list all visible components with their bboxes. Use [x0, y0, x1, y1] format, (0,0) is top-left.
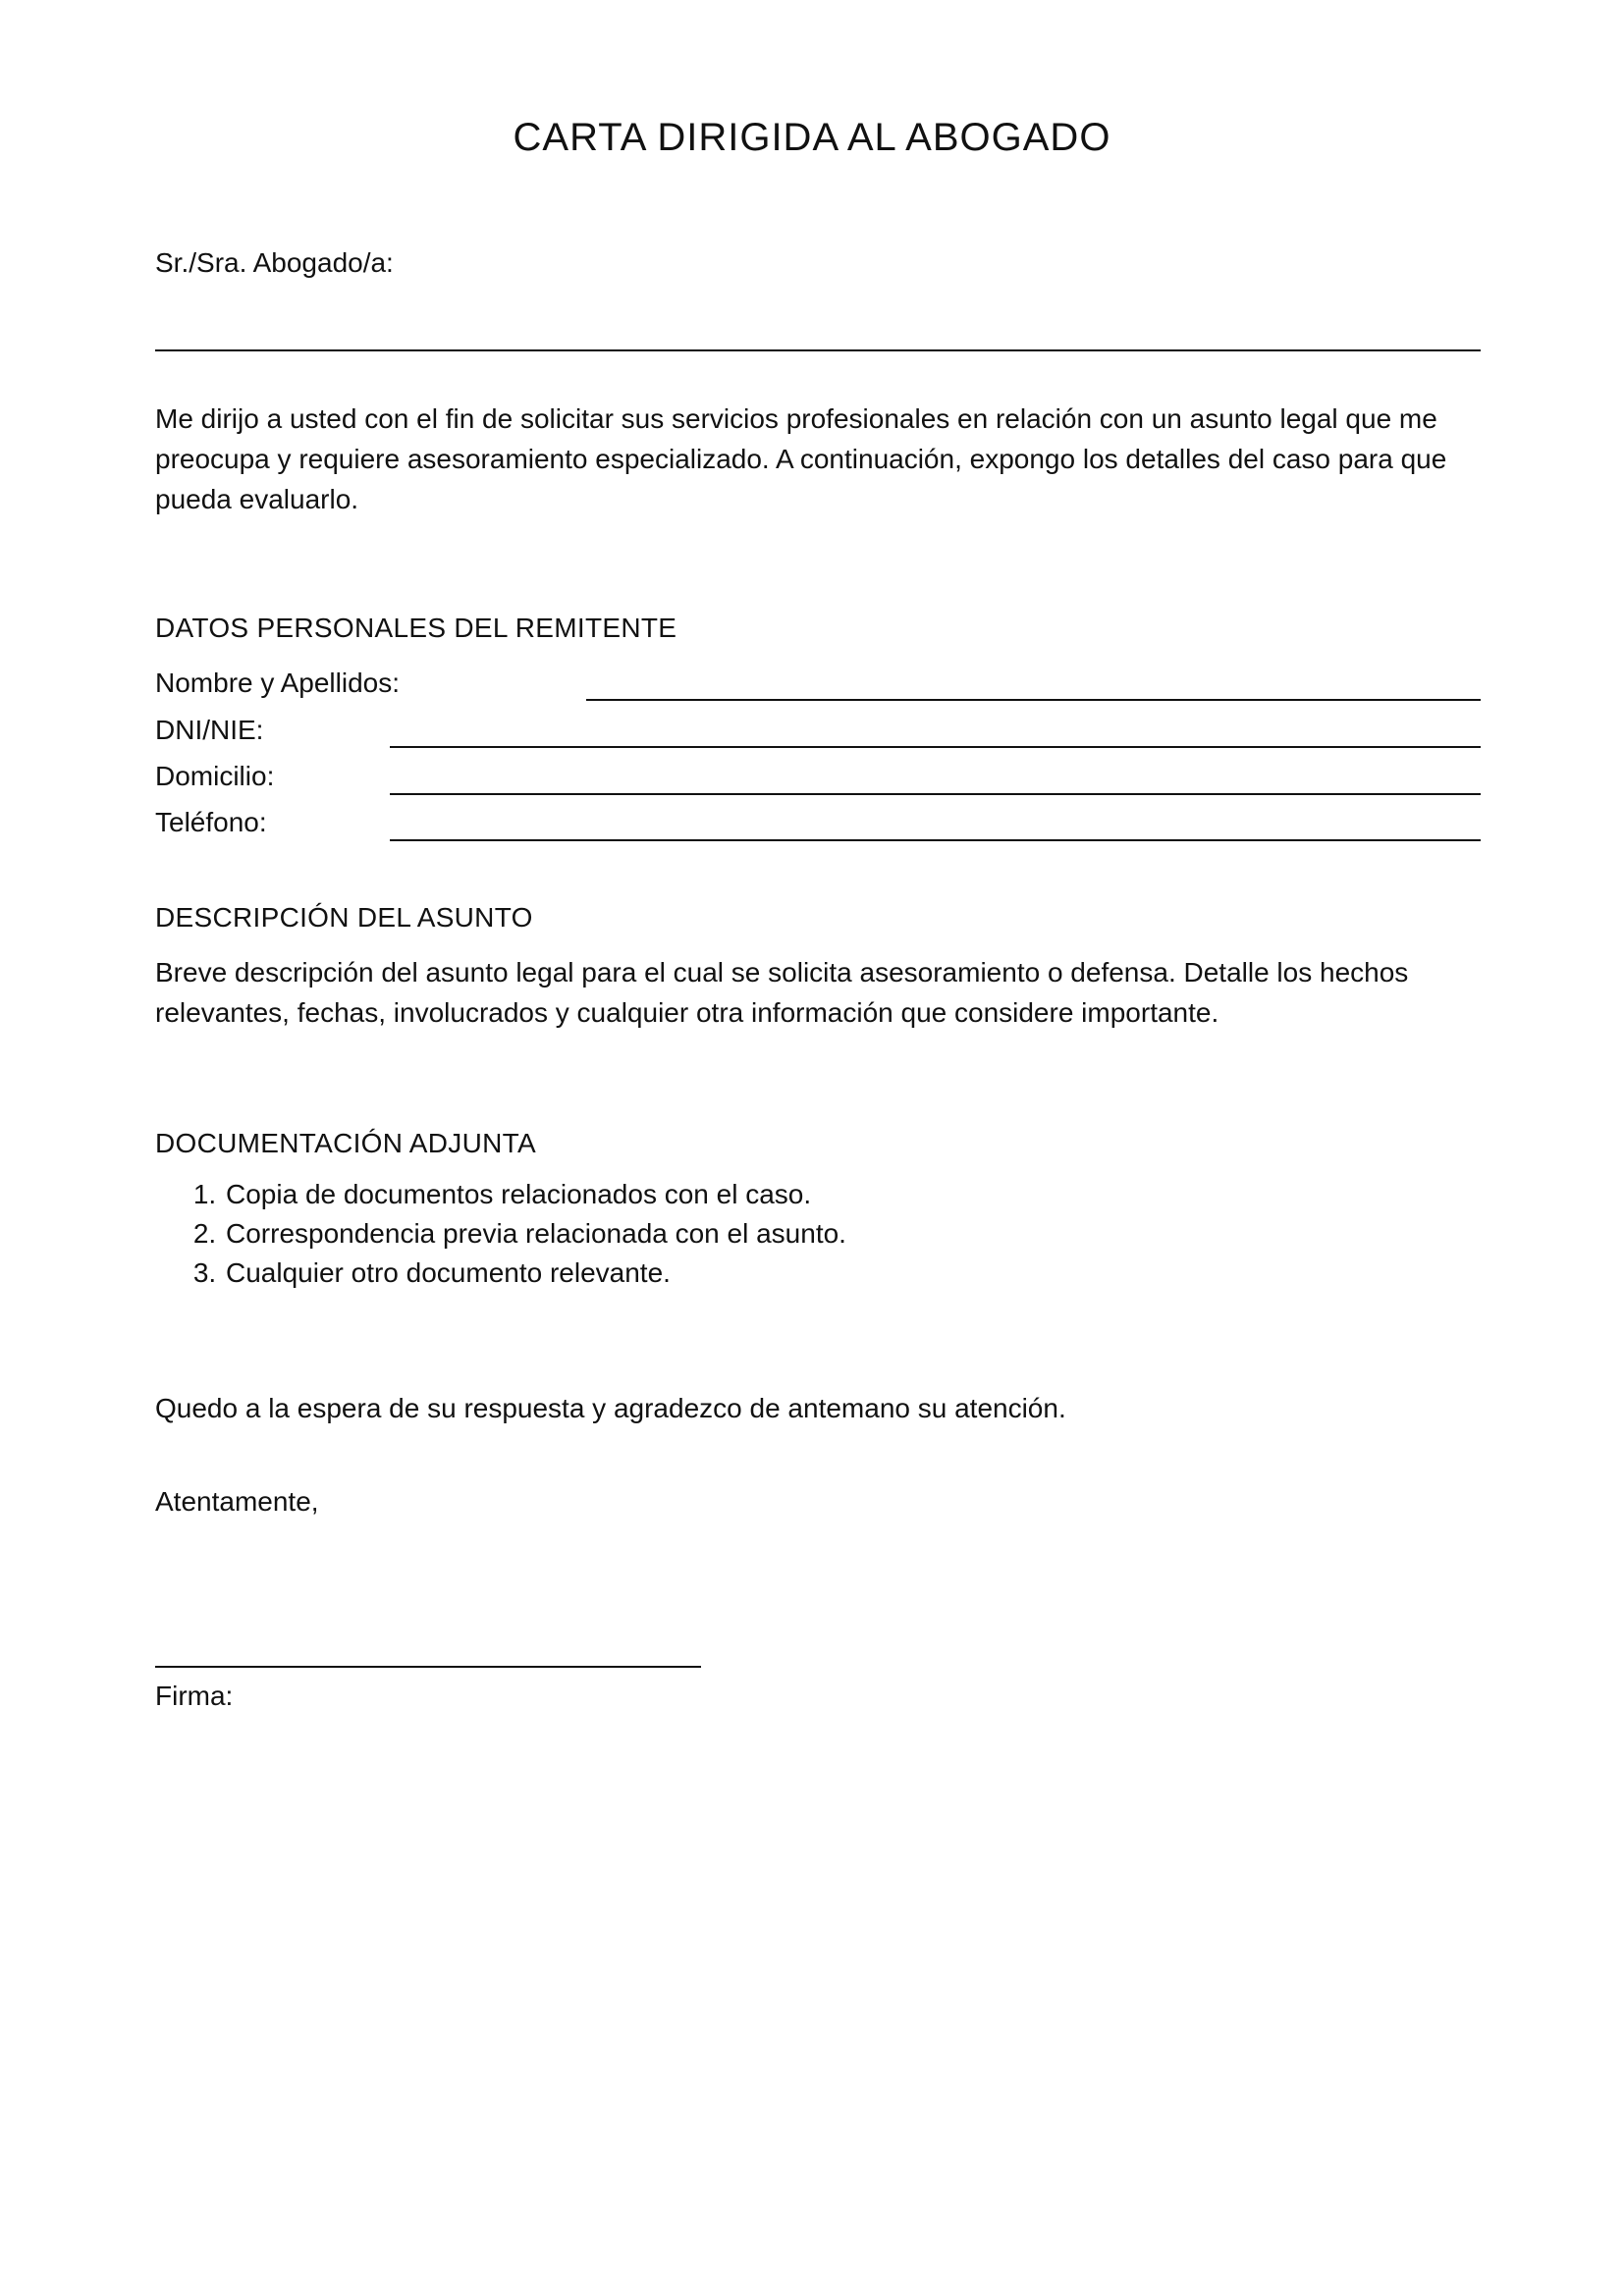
recipient-line[interactable] [155, 349, 1481, 351]
intro-paragraph: Me dirijo a usted con el fin de solicitar sus servicios profesionales en relación con un asunto legal que me preocupa y requiere asesoramiento especializado. A continuación, expongo los detalles del caso para que pueda evaluarlo. [155, 403, 1447, 514]
documents-heading: DOCUMENTACIÓN ADJUNTA [155, 1128, 536, 1158]
salutation: Sr./Sra. Abogado/a: [155, 247, 394, 278]
name-label: Nombre y Apellidos: [155, 667, 401, 698]
address-field-line[interactable] [390, 793, 1481, 795]
documents-list [155, 1175, 846, 1293]
dni-label: DNI/NIE: [155, 715, 264, 745]
signature-line[interactable] [155, 1666, 701, 1668]
list-item: 2. Correspondencia previa relacionada con el asunto. [224, 1214, 846, 1254]
phone-label: Teléfono: [155, 807, 267, 837]
description-paragraph: Breve descripción del asunto legal para el cual se solicita asesoramiento o defensa. Detalle los hechos relevantes, fechas, involucrados y cualquier otra información que considere importante. [155, 957, 1409, 1028]
address-label: Domicilio: [155, 761, 275, 791]
list-item: 1. Copia de documentos relacionados con el caso. [224, 1175, 846, 1214]
list-item: 3. Cualquier otro documento relevante. [224, 1254, 846, 1293]
phone-field-line[interactable] [390, 839, 1481, 841]
closing-paragraph: Quedo a la espera de su respuesta y agradezco de antemano su atención. [155, 1393, 1066, 1423]
personal-data-heading: DATOS PERSONALES DEL REMITENTE [155, 613, 677, 643]
regards-text: Atentamente, [155, 1486, 319, 1517]
signature-label: Firma: [155, 1681, 234, 1711]
document-title: CARTA DIRIGIDA AL ABOGADO [513, 116, 1111, 159]
description-heading: DESCRIPCIÓN DEL ASUNTO [155, 902, 533, 933]
name-field-line[interactable] [586, 699, 1481, 701]
dni-field-line[interactable] [390, 746, 1481, 748]
